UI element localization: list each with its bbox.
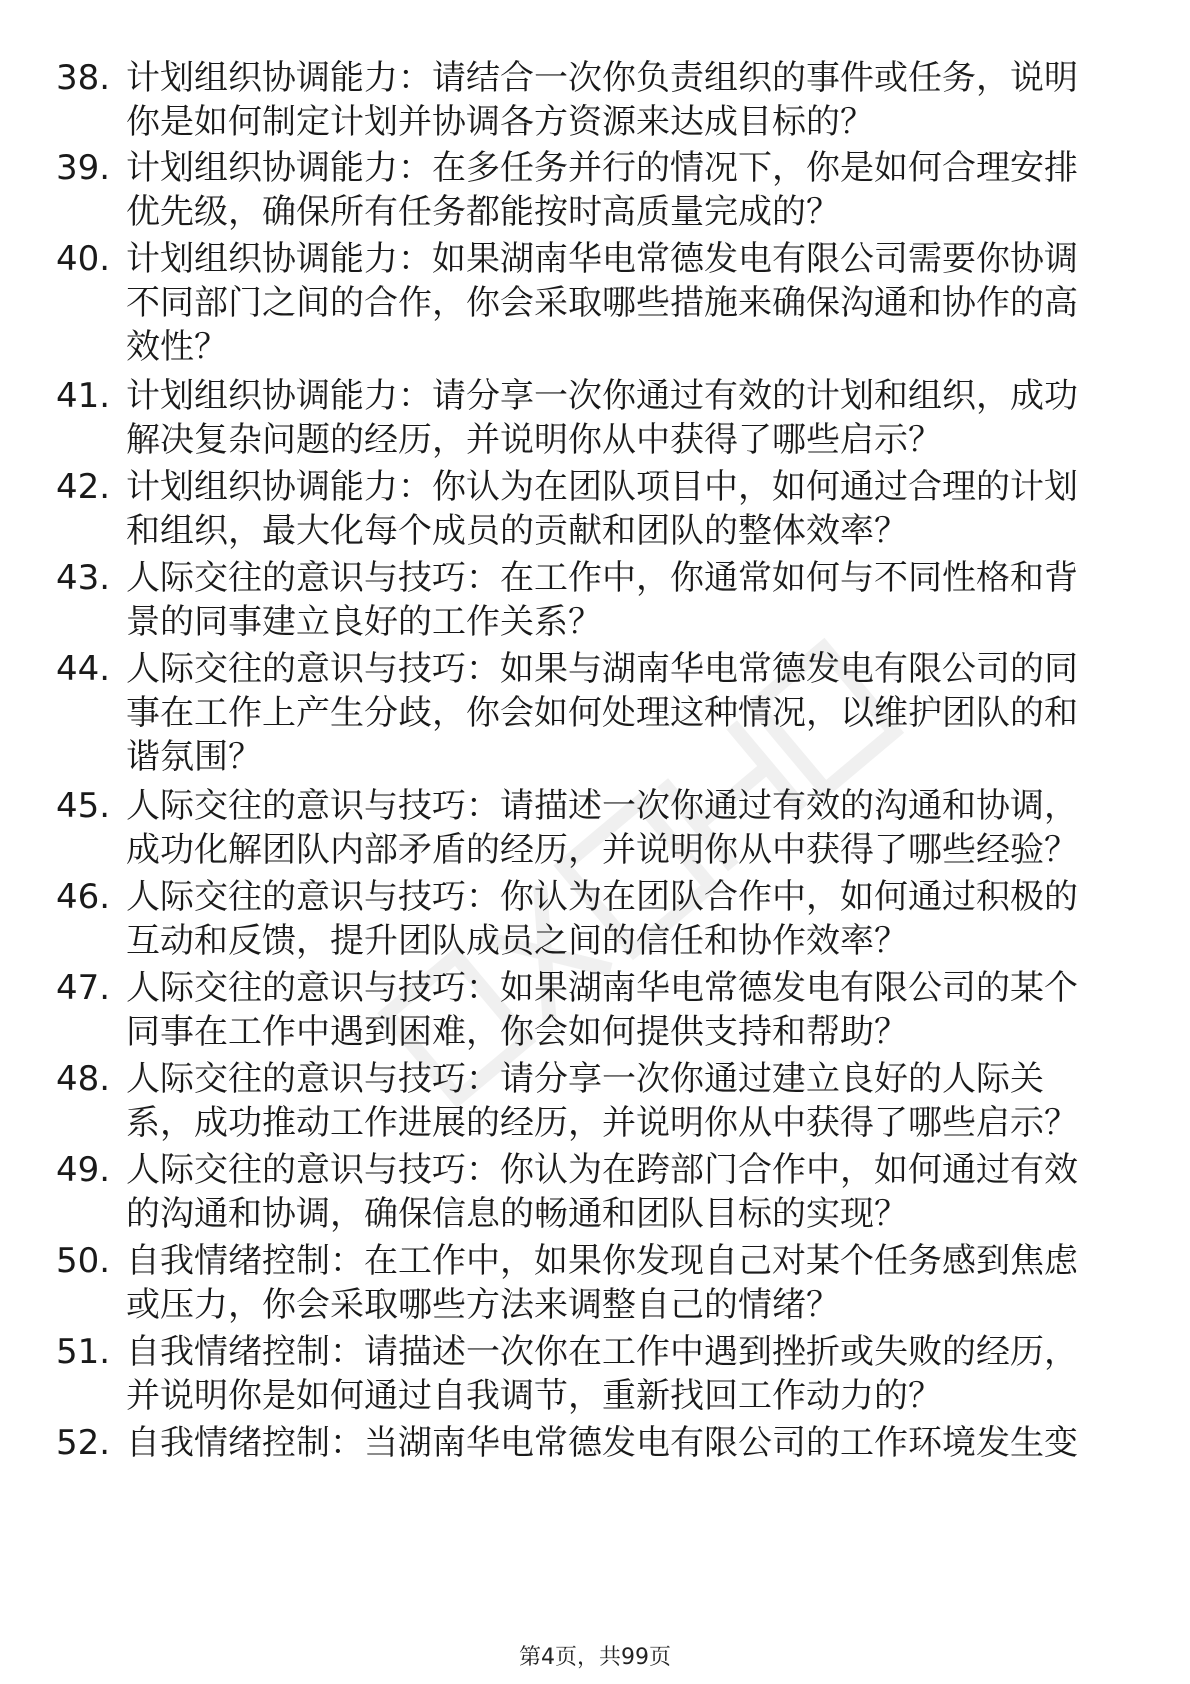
- question-line: 解决复杂问题的经历，并说明你从中获得了哪些启示？: [126, 420, 942, 460]
- question-line: 计划组织协调能力：请分享一次你通过有效的计划和组织，成功: [126, 376, 1078, 416]
- question-line: 的沟通和协调，确保信息的畅通和团队目标的实现？: [126, 1194, 908, 1234]
- question-item: [56, 556, 1116, 644]
- question-line: 并说明你是如何通过自我调节，重新找回工作动力的？: [126, 1376, 942, 1416]
- question-text: [126, 56, 1116, 144]
- question-line: 景的同事建立良好的工作关系？: [126, 602, 602, 642]
- question-item: [56, 1239, 1116, 1327]
- question-number: 47.: [56, 968, 111, 1008]
- question-line: 系，成功推动工作进展的经历，并说明你从中获得了哪些启示？: [126, 1103, 1078, 1143]
- question-line: 计划组织协调能力：在多任务并行的情况下，你是如何合理安排: [126, 148, 1078, 188]
- question-number: 38.: [56, 58, 111, 98]
- question-text: [126, 966, 1116, 1054]
- question-line: 不同部门之间的合作，你会采取哪些措施来确保沟通和协作的高: [126, 283, 1078, 323]
- question-text: [126, 374, 1116, 462]
- question-line: 和组织，最大化每个成员的贡献和团队的整体效率？: [126, 511, 908, 551]
- question-number: 52.: [56, 1423, 111, 1463]
- question-item: [56, 237, 1116, 369]
- question-line: 计划组织协调能力：你认为在团队项目中，如何通过合理的计划: [126, 467, 1078, 507]
- question-text: [126, 647, 1116, 779]
- question-line: 自我情绪控制：当湖南华电常德发电有限公司的工作环境发生变: [126, 1423, 1078, 1463]
- question-text: [126, 556, 1116, 644]
- question-text: [126, 465, 1116, 553]
- question-item: [56, 966, 1116, 1054]
- question-item: [56, 465, 1116, 553]
- question-text: [126, 1239, 1116, 1327]
- question-text: [126, 1148, 1116, 1236]
- question-line: 谐氛围？: [126, 737, 262, 777]
- question-line: 成功化解团队内部矛盾的经历，并说明你从中获得了哪些经验？: [126, 830, 1078, 870]
- question-number: 42.: [56, 467, 111, 507]
- question-line: 人际交往的意识与技巧：你认为在团队合作中，如何通过积极的: [126, 877, 1078, 917]
- question-line: 互动和反馈，提升团队成员之间的信任和协作效率？: [126, 921, 908, 961]
- question-number: 40.: [56, 239, 111, 279]
- question-line: 事在工作上产生分歧，你会如何处理这种情况，以维护团队的和: [126, 693, 1078, 733]
- question-line: 自我情绪控制：请描述一次你在工作中遇到挫折或失败的经历，: [126, 1332, 1078, 1372]
- question-text: [126, 146, 1116, 234]
- question-line: 人际交往的意识与技巧：你认为在跨部门合作中，如何通过有效: [126, 1150, 1078, 1190]
- question-line: 计划组织协调能力：请结合一次你负责组织的事件或任务，说明: [126, 58, 1078, 98]
- question-number: 45.: [56, 786, 111, 826]
- question-number: 44.: [56, 649, 111, 689]
- question-text: [126, 237, 1116, 369]
- question-text: [126, 875, 1116, 963]
- question-number: 43.: [56, 558, 111, 598]
- question-item: [56, 784, 1116, 872]
- question-text: [126, 784, 1116, 872]
- question-number: 48.: [56, 1059, 111, 1099]
- question-item: [56, 1148, 1116, 1236]
- question-item: [56, 647, 1116, 779]
- question-text: [126, 1421, 1116, 1465]
- question-number: 39.: [56, 148, 111, 188]
- question-item: [56, 875, 1116, 963]
- question-number: 50.: [56, 1241, 111, 1281]
- question-item: [56, 1330, 1116, 1418]
- question-line: 人际交往的意识与技巧：如果湖南华电常德发电有限公司的某个: [126, 968, 1078, 1008]
- question-item: [56, 56, 1116, 144]
- question-line: 计划组织协调能力：如果湖南华电常德发电有限公司需要你协调: [126, 239, 1078, 279]
- question-number: 46.: [56, 877, 111, 917]
- question-line: 你是如何制定计划并协调各方资源来达成目标的？: [126, 102, 874, 142]
- question-line: 自我情绪控制：在工作中，如果你发现自己对某个任务感到焦虑: [126, 1241, 1078, 1281]
- question-text: [126, 1057, 1116, 1145]
- question-line: 人际交往的意识与技巧：如果与湖南华电常德发电有限公司的同: [126, 649, 1078, 689]
- question-item: [56, 1057, 1116, 1145]
- question-number: 41.: [56, 376, 111, 416]
- question-item: [56, 146, 1116, 234]
- question-text: [126, 1330, 1116, 1418]
- page-footer: 第4页，共99页: [519, 1645, 671, 1670]
- question-line: 优先级，确保所有任务都能按时高质量完成的？: [126, 192, 840, 232]
- question-line: 效性？: [126, 327, 228, 367]
- question-item: [56, 374, 1116, 462]
- question-line: 人际交往的意识与技巧：请描述一次你通过有效的沟通和协调，: [126, 786, 1078, 826]
- question-line: 人际交往的意识与技巧：在工作中，你通常如何与不同性格和背: [126, 558, 1078, 598]
- question-item: [56, 1421, 1116, 1465]
- question-line: 同事在工作中遇到困难，你会如何提供支持和帮助？: [126, 1012, 908, 1052]
- question-line: 或压力，你会采取哪些方法来调整自己的情绪？: [126, 1285, 840, 1325]
- question-number: 51.: [56, 1332, 111, 1372]
- question-line: 人际交往的意识与技巧：请分享一次你通过建立良好的人际关: [126, 1059, 1044, 1099]
- question-number: 49.: [56, 1150, 111, 1190]
